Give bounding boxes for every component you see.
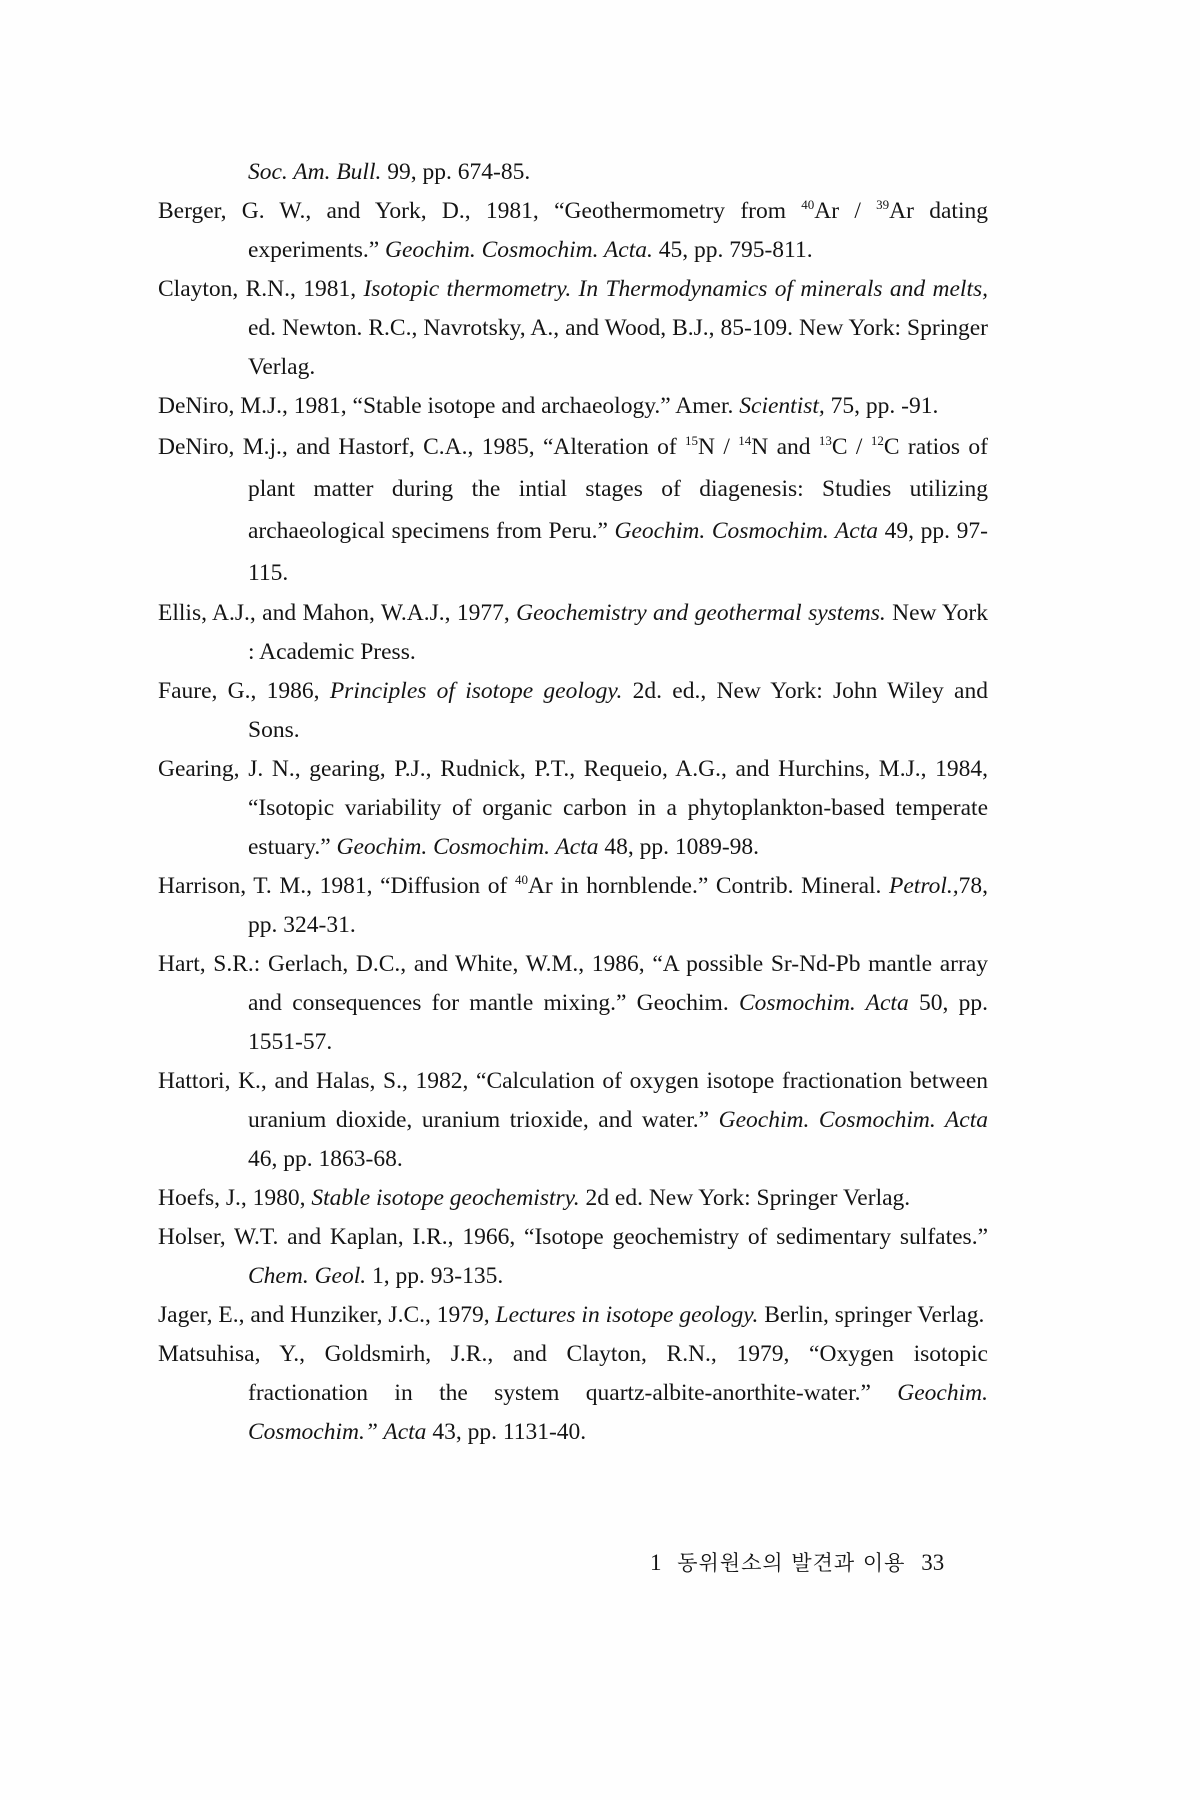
- reference-entry: Hoefs, J., 1980, Stable isotope geochemistry. 2d ed. New York: Springer Verlag.: [158, 1185, 911, 1211]
- reference-list: [158, 153, 988, 1452]
- reference-entry: Clayton, R.N., 1981, Isotopic thermometry. In Thermodynamics of minerals and melts, ed. Newton. R.C., Navrotsky, A., and Wood, B.J., 85-109. New York: Springer Verlag.: [158, 276, 988, 380]
- chapter-title: 동위원소의 발견과 이용: [677, 1551, 906, 1575]
- page-number: 33: [921, 1550, 945, 1575]
- reference-entry: Matsuhisa, Y., Goldsmirh, J.R., and Clayton, R.N., 1979, “Oxygen isotopic fractionation in the system quartz-albite-anorthite-water.” Geochim. Cosmochim.” Acta 43, pp. 1131-40.: [158, 1341, 988, 1445]
- reference-entry: DeNiro, M.J., 1981, “Stable isotope and archaeology.” Amer. Scientist, 75, pp. -91.: [158, 393, 939, 419]
- reference-entry: Holser, W.T. and Kaplan, I.R., 1966, “Isotope geochemistry of sedimentary sulfates.” Chem. Geol. 1, pp. 93-135.: [158, 1224, 988, 1289]
- reference-entry: Soc. Am. Bull. 99, pp. 674-85.: [248, 159, 531, 185]
- reference-entry: Gearing, J. N., gearing, P.J., Rudnick, P.T., Requeio, A.G., and Hurchins, M.J., 1984, “Isotopic variability of organic carbon in a phytoplankton-based temperate estuary.” Geochim. Cosmochim. Acta 48, pp. 1089-98.: [158, 756, 988, 860]
- reference-entry: Ellis, A.J., and Mahon, W.A.J., 1977, Geochemistry and geothermal systems. New York : Academic Press.: [158, 600, 988, 665]
- reference-entry: DeNiro, M.j., and Hastorf, C.A., 1985, “Alteration of $^{15}$N / $^{14}$N and $^{13}$C / $^{12}$C ratios of plant matter during the intial stages of diagenesis: Studies utilizing archaeological specimens from Peru.” Geochim. Cosmochim. Acta 49, pp. 97-115.: [158, 433, 989, 586]
- reference-entry: Harrison, T. M., 1981, “Diffusion of $^{40}$Ar in hornblende.” Contrib. Mineral. Petrol.,78, pp. 324-31.: [158, 872, 989, 938]
- reference-entry: Hart, S.R.: Gerlach, D.C., and White, W.M., 1986, “A possible Sr-Nd-Pb mantle array and consequences for mantle mixing.” Geochim. Cosmochim. Acta 50, pp. 1551-57.: [158, 951, 988, 1055]
- reference-entry: Faure, G., 1986, Principles of isotope geology. 2d. ed., New York: John Wiley and Sons.: [158, 678, 988, 743]
- reference-entry: Hattori, K., and Halas, S., 1982, “Calculation of oxygen isotope fractionation between uranium dioxide, uranium trioxide, and water.” Geochim. Cosmochim. Acta 46, pp. 1863-68.: [158, 1068, 988, 1172]
- chapter-number: 1: [650, 1550, 662, 1575]
- reference-entry: Berger, G. W., and York, D., 1981, “Geothermometry from $^{40}$Ar / $^{39}$Ar dating experiments.” Geochim. Cosmochim. Acta. 45, pp. 795-811.: [158, 197, 988, 263]
- page-footer: [650, 1547, 954, 1577]
- reference-entry: Jager, E., and Hunziker, J.C., 1979, Lectures in isotope geology. Berlin, springer Verlag.: [158, 1302, 985, 1328]
